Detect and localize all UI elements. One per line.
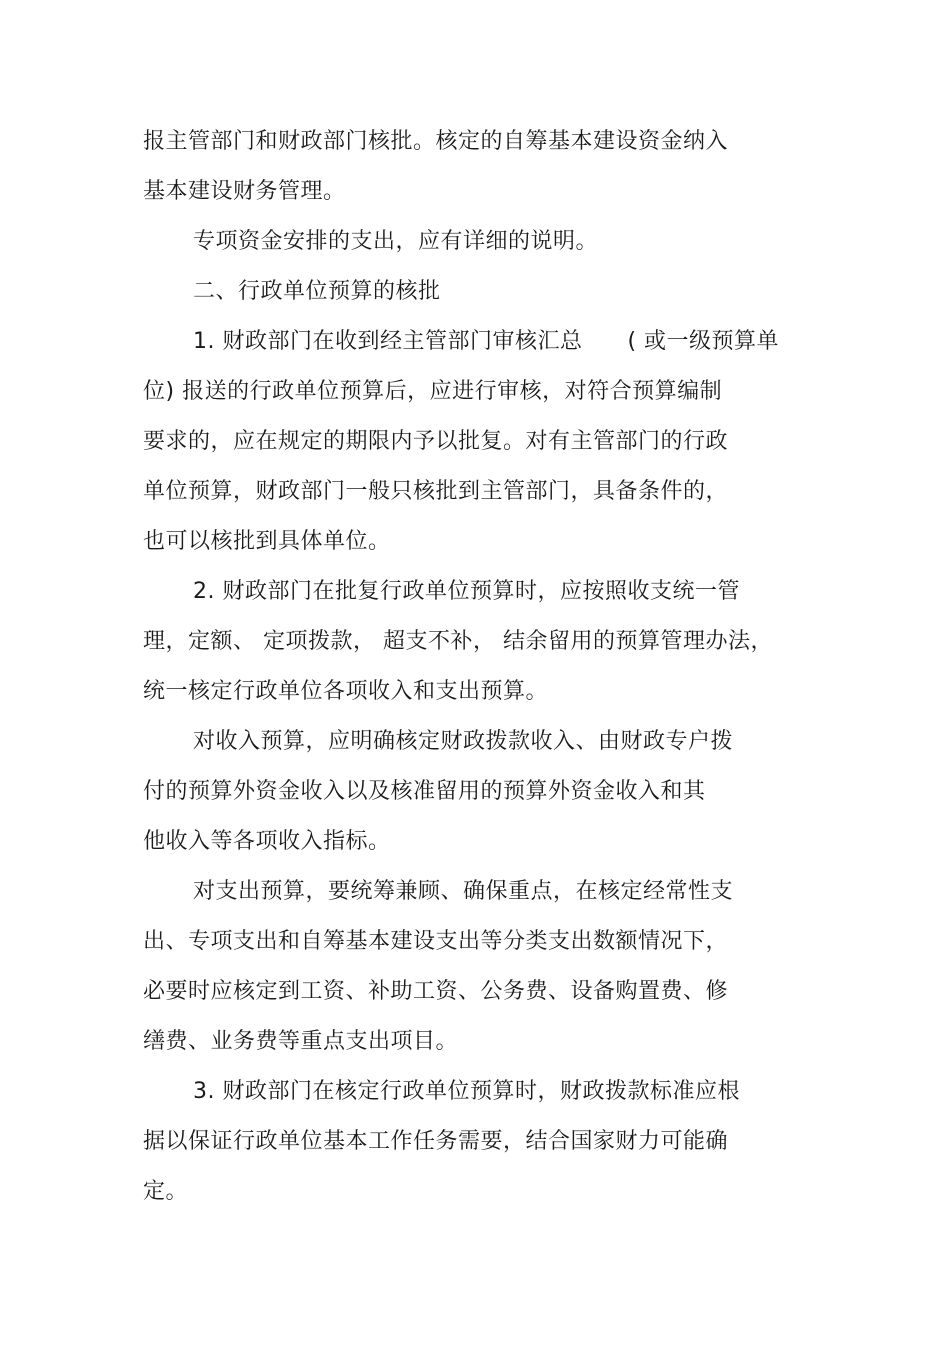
text-line: 统一核定行政单位各项收入和支出预算。 <box>143 679 549 704</box>
text-line: 缮费、业务费等重点支出项目。 <box>143 1029 459 1054</box>
paragraph-first-line: 3. 财政部门在核定行政单位预算时，财政拨款标准应根 <box>193 1079 740 1104</box>
paragraph-first-line: 1. 财政部门在收到经主管部门审核汇总 ( 或一级预算单 <box>193 329 780 354</box>
text-line: 付的预算外资金收入以及核准留用的预算外资金收入和其 <box>143 779 706 804</box>
paragraph-first-line: 对收入预算，应明确核定财政拨款收入、由财政专户拨 <box>193 729 734 754</box>
paragraph-first-line: 专项资金安排的支出，应有详细的说明。 <box>193 229 599 254</box>
text-line: 也可以核批到具体单位。 <box>143 529 391 554</box>
text-line: 定。 <box>143 1179 189 1204</box>
text-line: 报主管部门和财政部门核批。核定的自筹基本建设资金纳入 <box>143 129 729 154</box>
text-line: 单位预算，财政部门一般只核批到主管部门，具备条件的， <box>143 479 729 504</box>
text-line: 出、专项支出和自筹基本建设支出等分类支出数额情况下， <box>143 929 729 954</box>
text-line: 要求的，应在规定的期限内予以批复。对有主管部门的行政 <box>143 429 729 454</box>
text-line: 他收入等各项收入指标。 <box>143 829 391 854</box>
text-line: 基本建设财务管理。 <box>143 179 346 204</box>
text-line: 必要时应核定到工资、补助工资、公务费、设备购置费、修 <box>143 979 729 1004</box>
paragraph-first-line: 2. 财政部门在批复行政单位预算时，应按照收支统一管 <box>193 579 740 604</box>
text-line: 理，定额、 定项拨款， 超支不补， 结余留用的预算管理办法， <box>143 629 773 654</box>
paragraph-first-line: 对支出预算，要统筹兼顾、确保重点，在核定经常性支 <box>193 879 734 904</box>
text-line: 位) 报送的行政单位预算后，应进行审核，对符合预算编制 <box>143 379 723 404</box>
text-line: 据以保证行政单位基本工作任务需要，结合国家财力可能确 <box>143 1129 729 1154</box>
section-heading: 二、行政单位预算的核批 <box>193 279 441 304</box>
